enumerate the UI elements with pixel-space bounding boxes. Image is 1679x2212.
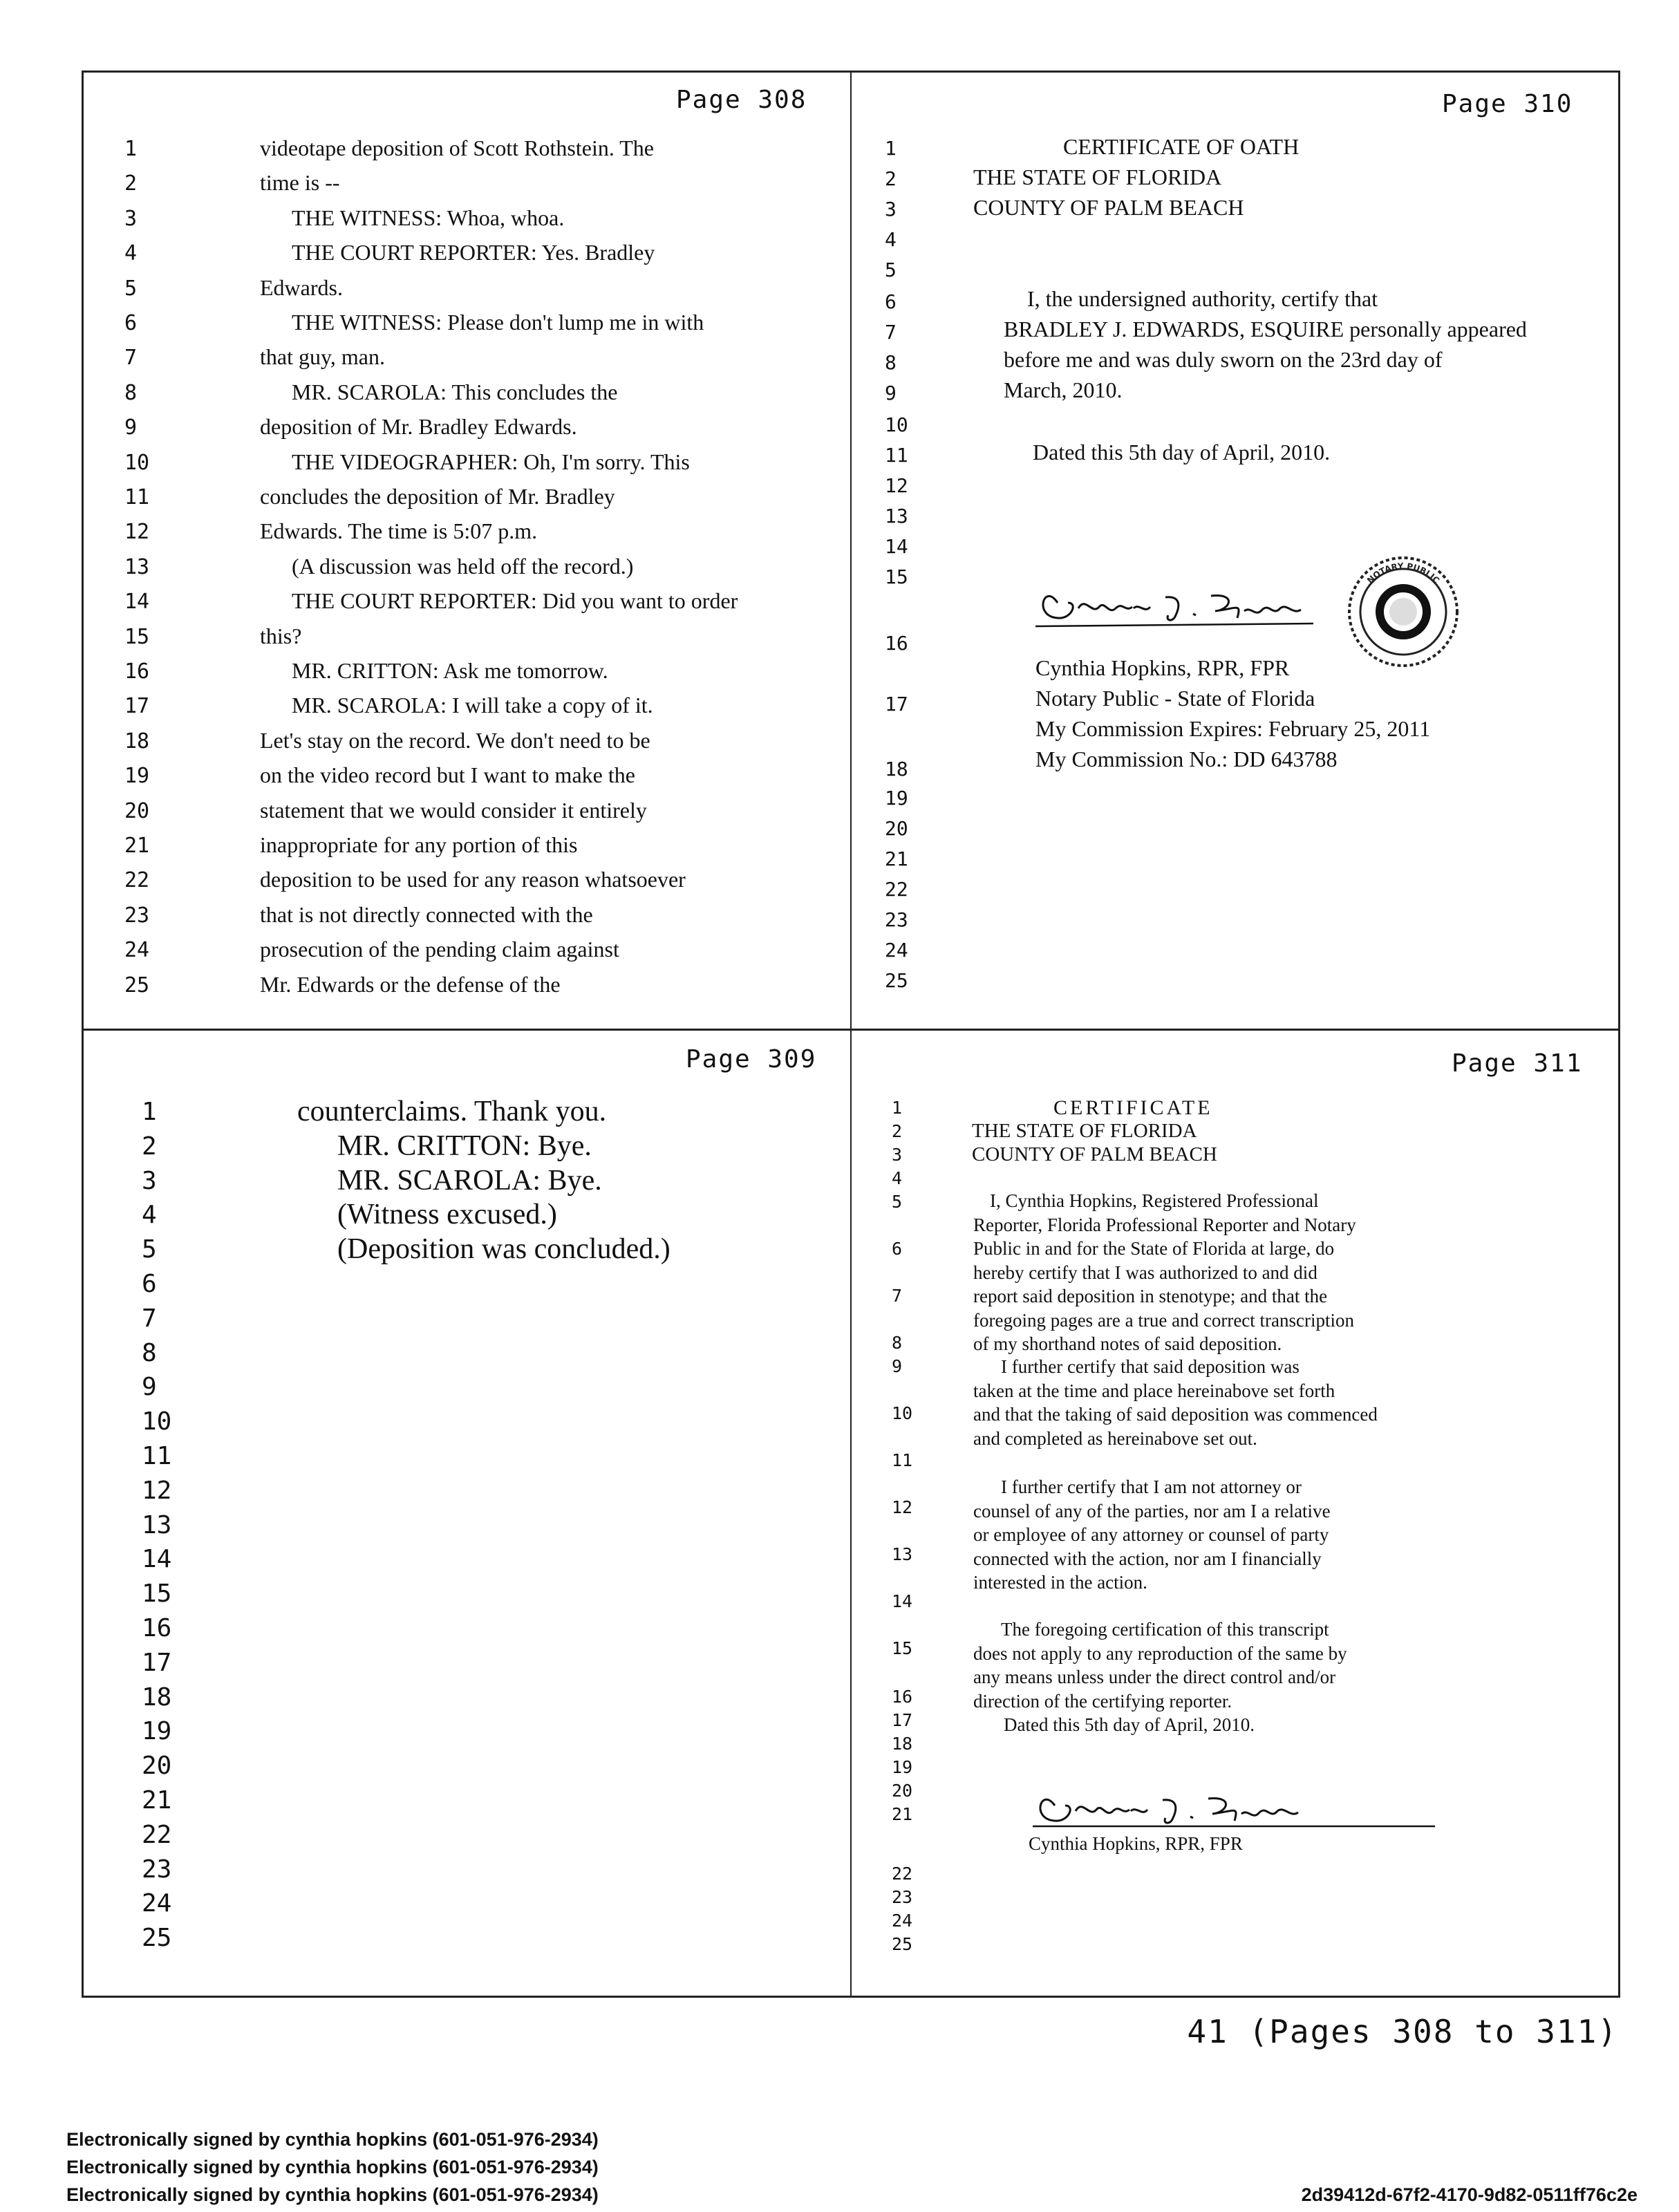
page-308-line-6: THE WITNESS: Please don't lump me in with [292,310,704,335]
page-308-line-number-17: 17 [124,694,150,718]
electronic-signature-line-2: Electronically signed by cynthia hopkins (601-051-976-2934) [66,2157,599,2177]
certificate-para-1-line-1: I, Cynthia Hopkins, Registered Professional [990,1190,1319,1211]
page-309-line-number-25: 25 [142,1924,172,1952]
page-310-line-number-23: 23 [885,908,908,931]
notary-seal [1338,546,1469,677]
certificate-para-3-line-5: interested in the action. [973,1572,1147,1593]
signature-cynthia-hopkins-310 [1030,575,1320,637]
oath-dated: Dated this 5th day of April, 2010. [1033,440,1331,465]
page-308-line-number-6: 6 [124,311,138,335]
page-308-line-18: Let's stay on the record. We don't need to be [260,727,650,753]
page-308-line-24: prosecution of the pending claim against [260,937,619,962]
page-308-line-number-20: 20 [124,799,150,823]
page-308-line-number-21: 21 [124,834,150,858]
page-310-line-number-7: 7 [885,321,897,344]
page-308-line-number-3: 3 [124,207,138,231]
page-308-line-number-25: 25 [124,973,150,997]
certificate-para-4-line-3: any means unless under the direct control and/or [973,1667,1336,1687]
page-309-line-number-15: 15 [142,1580,172,1608]
oath-body-1: I, the undersigned authority, certify that [1027,286,1378,311]
page-310-line-number-10: 10 [885,413,908,436]
signature-cynthia-hopkins-311 [1027,1781,1442,1836]
certificate-para-3-line-1: I further certify that I am not attorney or [1001,1477,1302,1497]
page-310-line-number-4: 4 [885,228,897,251]
page-311-line-number-3: 3 [892,1145,903,1165]
page-309-line-number-7: 7 [142,1304,157,1333]
column-divider [850,71,852,1998]
page-308-line-15: this? [260,623,302,648]
page-310-label: Page 310 [1442,90,1573,118]
seal-text: NOTARY PUBLIC [1364,561,1442,585]
page-309-line-number-8: 8 [142,1339,157,1367]
page-310-line-number-25: 25 [885,969,908,992]
state-line: THE STATE OF FLORIDA [973,165,1222,189]
page-311-line-number-18: 18 [892,1734,913,1754]
certificate-para-4-line-1: The foregoing certification of this transcript [1001,1619,1329,1640]
page-311-line-number-19: 19 [892,1757,913,1777]
page-310-line-number-22: 22 [885,878,908,901]
page-308-line-number-8: 8 [124,381,138,405]
page-310-line-number-21: 21 [885,847,908,870]
page-308-line-number-15: 15 [124,625,150,649]
page-308-line-number-9: 9 [124,415,138,440]
certificate-para-4-line-4: direction of the certifying reporter. [973,1690,1232,1712]
page-308-line-20: statement that we would consider it entirely [260,797,647,823]
page-311-line-number-12: 12 [892,1497,913,1517]
page-308-line-number-22: 22 [124,868,150,892]
page-310-line-number-14: 14 [885,535,908,558]
page-308-line-number-11: 11 [124,485,150,509]
page-311-line-number-7: 7 [892,1286,903,1306]
page-309-line-number-22: 22 [142,1821,172,1849]
state-line-311: THE STATE OF FLORIDA [972,1120,1197,1142]
page-309-line-number-13: 13 [142,1511,172,1539]
certificate-para-4-line-2: does not apply to any reproduction of the same by [973,1642,1347,1664]
certificate-title: CERTIFICATE [1053,1096,1213,1119]
page-311-line-number-24: 24 [892,1911,913,1931]
page-309-line-number-17: 17 [142,1649,172,1677]
page-308-line-5: Edwards. [260,274,343,300]
page-308-line-11: concludes the deposition of Mr. Bradley [260,484,615,509]
page-310-line-number-8: 8 [885,351,897,374]
page-310-line-number-15: 15 [885,565,908,588]
page-308-line-10: THE VIDEOGRAPHER: Oh, I'm sorry. This [292,449,690,474]
page-310-line-number-24: 24 [885,939,908,962]
page-309-line-number-11: 11 [142,1442,172,1470]
page-309-line-number-2: 2 [142,1132,157,1161]
page-309-line-number-16: 16 [142,1614,172,1642]
page-310-line-number-3: 3 [885,198,897,221]
page-308-line-number-1: 1 [124,137,138,161]
page-311-line-number-2: 2 [892,1121,903,1141]
page-308-line-number-23: 23 [124,903,150,928]
page-311-line-number-16: 16 [892,1687,913,1707]
certificate-signer: Cynthia Hopkins, RPR, FPR [1029,1833,1243,1854]
page-309-line-number-14: 14 [142,1545,172,1573]
certificate-para-3-line-4: connected with the action, nor am I financially [973,1548,1322,1569]
page-310-line-number-19: 19 [885,787,908,809]
page-309-line-number-18: 18 [142,1683,172,1712]
page-311-line-number-20: 20 [892,1781,913,1801]
signer-commission-no: My Commission No.: DD 643788 [1035,747,1338,771]
oath-body-3: before me and was duly sworn on the 23rd day of [1004,347,1443,372]
certificate-para-2-line-4: and completed as hereinabove set out. [973,1427,1257,1449]
page-310-line-number-13: 13 [885,505,908,527]
page-310-line-number-20: 20 [885,817,908,840]
page-310-line-number-6: 6 [885,290,897,313]
page-309-line-number-10: 10 [142,1407,172,1436]
page-311-line-number-9: 9 [892,1356,903,1376]
page-310-line-number-18: 18 [885,758,908,780]
page-309-line-number-12: 12 [142,1477,172,1505]
page-309-line-number-6: 6 [142,1270,157,1298]
page-311-line-number-5: 5 [892,1192,903,1212]
page-308-line-number-18: 18 [124,729,150,753]
page-308-line-number-7: 7 [124,346,138,370]
pages-range-footer: 41 (Pages 308 to 311) [1187,2013,1618,2050]
page-310-line-number-17: 17 [885,693,908,715]
page-308-line-7: that guy, man. [260,344,385,370]
page-308-line-12: Edwards. The time is 5:07 p.m. [260,518,538,544]
page-309-line-number-21: 21 [142,1786,172,1815]
page-309-line-number-23: 23 [142,1855,172,1884]
page-311-line-number-14: 14 [892,1591,913,1611]
signer-notary: Notary Public - State of Florida [1035,686,1315,711]
page-309-line-3: MR. SCAROLA: Bye. [337,1164,602,1197]
certificate-para-1-line-6: foregoing pages are a true and correct transcription [973,1309,1354,1331]
page-309-line-number-20: 20 [142,1752,172,1780]
certificate-of-oath-title: CERTIFICATE OF OATH [1063,134,1300,159]
page-308-line-number-12: 12 [124,520,150,544]
page-308-line-22: deposition to be used for any reason whatsoever [260,867,686,892]
page-309-line-number-1: 1 [142,1098,157,1126]
page-309-line-5: (Deposition was concluded.) [337,1233,670,1266]
page-310-line-number-16: 16 [885,632,908,655]
row-divider [82,1029,1620,1031]
page-308-line-number-19: 19 [124,764,150,788]
page-308-line-number-2: 2 [124,171,138,196]
oath-body-4: March, 2010. [1004,377,1123,402]
page-311-line-number-4: 4 [892,1168,903,1188]
page-311-line-number-13: 13 [892,1544,913,1564]
county-line-311: COUNTY OF PALM BEACH [972,1143,1217,1165]
page-309-line-number-5: 5 [142,1235,157,1264]
page-311-line-number-23: 23 [892,1887,913,1907]
page-311-line-number-6: 6 [892,1239,903,1259]
certificate-para-2-line-1: I further certify that said deposition was [1001,1356,1300,1377]
page-310-line-number-12: 12 [885,474,908,497]
page-311-line-number-11: 11 [892,1450,913,1470]
oath-body-2: BRADLEY J. EDWARDS, ESQUIRE personally appeared [1004,317,1527,341]
page-308-line-16: MR. CRITTON: Ask me tomorrow. [292,658,608,683]
certificate-para-3-line-2: counsel of any of the parties, nor am I a relative [973,1500,1331,1521]
page-308-line-number-4: 4 [124,241,138,265]
page-309-line-2: MR. CRITTON: Bye. [337,1130,592,1162]
county-line: COUNTY OF PALM BEACH [973,195,1244,220]
page-310-line-number-1: 1 [885,137,897,160]
page-308-line-number-16: 16 [124,659,150,684]
page-308-line-14: THE COURT REPORTER: Did you want to order [292,588,738,614]
certificate-para-2-line-2: taken at the time and place hereinabove set forth [973,1380,1335,1401]
page-308-line-23: that is not directly connected with the [260,901,593,927]
page-311-line-number-15: 15 [892,1638,913,1658]
page-308-line-number-24: 24 [124,938,150,962]
page-308-line-2: time is -- [260,170,340,196]
page-308-line-number-14: 14 [124,590,150,614]
certificate-para-1-line-5: report said deposition in stenotype; and that the [973,1286,1328,1306]
page-309-line-1: counterclaims. Thank you. [297,1096,607,1127]
page-309-line-number-4: 4 [142,1201,157,1229]
certificate-para-1-line-3: Public in and for the State of Florida at large, do [973,1238,1335,1259]
page-311-line-number-25: 25 [892,1934,913,1954]
page-309-line-number-19: 19 [142,1717,172,1745]
page-309-line-number-3: 3 [142,1167,157,1195]
page-310-line-number-5: 5 [885,259,897,281]
certificate-dated: Dated this 5th day of April, 2010. [1004,1714,1255,1735]
signer-expires: My Commission Expires: February 25, 2011 [1035,716,1431,741]
certificate-para-1-line-2: Reporter, Florida Professional Reporter and Notary [973,1214,1356,1235]
certificate-para-1-line-4: hereby certify that I was authorized to and did [973,1262,1317,1283]
page-308-line-number-13: 13 [124,555,150,579]
page-309-line-number-9: 9 [142,1373,157,1401]
page-308-label: Page 308 [676,86,807,114]
page-309-label: Page 309 [686,1045,817,1074]
page-308-line-13: (A discussion was held off the record.) [292,553,634,579]
page-311-line-number-10: 10 [892,1403,913,1423]
page-308-line-number-10: 10 [124,451,150,475]
page-311-line-number-22: 22 [892,1864,913,1884]
electronic-signature-line-3: Electronically signed by cynthia hopkins (601-051-976-2934) [66,2184,599,2205]
page-311-line-number-21: 21 [892,1804,913,1824]
page-308-line-17: MR. SCAROLA: I will take a copy of it. [292,693,653,718]
certificate-para-1-line-7: of my shorthand notes of said deposition. [973,1333,1282,1354]
certificate-para-2-line-3: and that the taking of said deposition was commenced [973,1404,1378,1425]
page-311-line-number-8: 8 [892,1333,903,1353]
page-310-line-number-9: 9 [885,382,897,404]
page-308-line-21: inappropriate for any portion of this [260,832,578,857]
page-308-line-4: THE COURT REPORTER: Yes. Bradley [292,240,655,265]
page-310-line-number-2: 2 [885,167,897,190]
page-311-label: Page 311 [1452,1049,1583,1078]
page-310-line-number-11: 11 [885,444,908,467]
page-311-line-number-17: 17 [892,1710,913,1730]
page-309-line-number-24: 24 [142,1889,172,1918]
page-308-line-3: THE WITNESS: Whoa, whoa. [292,205,565,230]
page-308-line-9: deposition of Mr. Bradley Edwards. [260,414,577,440]
page-308-line-1: videotape deposition of Scott Rothstein. The [260,135,654,160]
page-311-line-number-1: 1 [892,1098,903,1118]
signer-name: Cynthia Hopkins, RPR, FPR [1035,655,1290,680]
page-309-line-4: (Witness excused.) [337,1199,557,1231]
page-308-line-8: MR. SCAROLA: This concludes the [292,379,618,404]
page-308-line-number-5: 5 [124,276,138,301]
electronic-signature-line-1: Electronically signed by cynthia hopkins (601-051-976-2934) [66,2129,599,2150]
page-308-line-25: Mr. Edwards or the defense of the [260,971,561,997]
certificate-para-3-line-3: or employee of any attorney or counsel of party [973,1524,1329,1545]
page-308-line-19: on the video record but I want to make the [260,762,635,788]
document-hash: 2d39412d-67f2-4170-9d82-0511ff76c2e [1301,2184,1638,2205]
